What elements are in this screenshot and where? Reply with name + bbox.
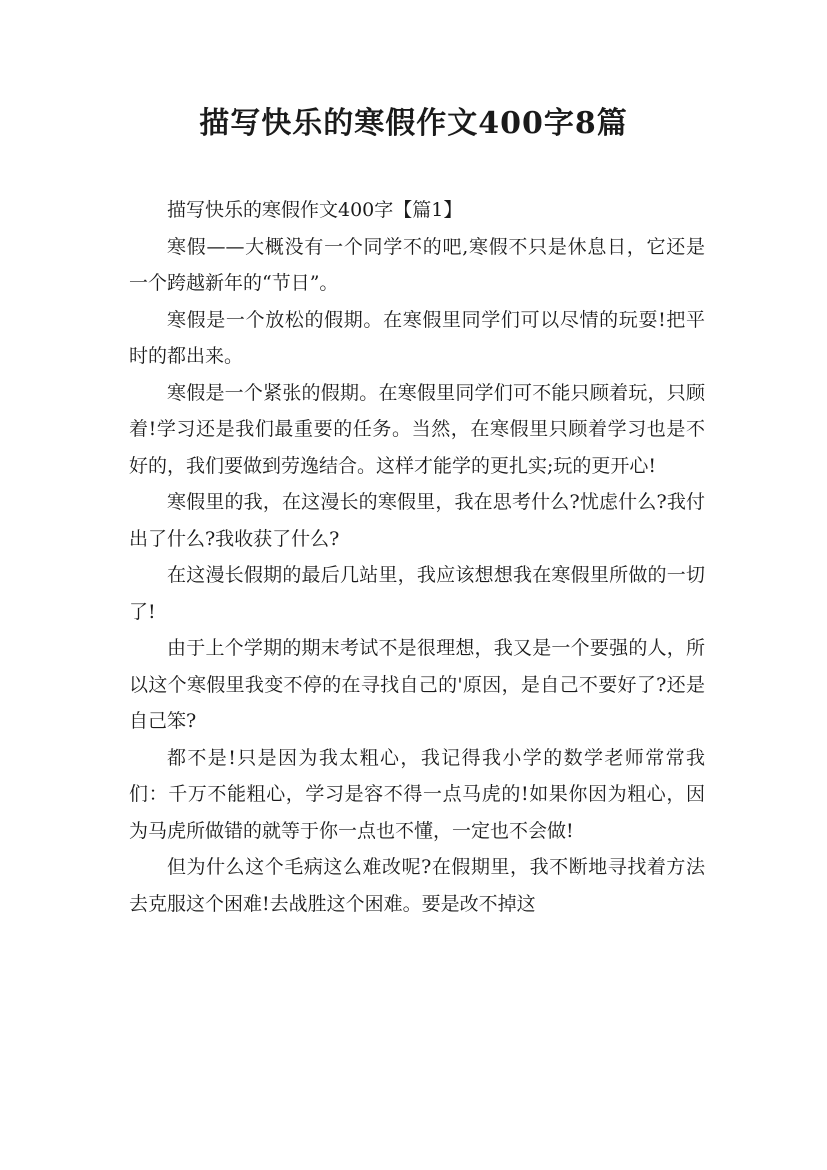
paragraph: 寒假里的我，在这漫长的寒假里，我在思考什么?忧虑什么?我付出了什么?我收获了什么?: [129, 491, 705, 550]
paragraph: 寒假是一个放松的假期。在寒假里同学们可以尽情的玩耍!把平时的都出来。: [129, 308, 705, 367]
document-body: [129, 192, 705, 922]
paragraph: 在这漫长假期的最后几站里，我应该想想我在寒假里所做的一切了!: [129, 564, 705, 623]
paragraph: 但为什么这个毛病这么难改呢?在假期里，我不断地寻找着方法去克服这个困难!去战胜这个困难。要是改不掉这: [129, 856, 705, 915]
paragraph: 由于上个学期的期末考试不是很理想，我又是一个要强的人，所以这个寒假里我变不停的在寻找自己的'原因，是自己不要好了?还是自己笨?: [129, 637, 705, 732]
paragraph: 寒假是一个紧张的假期。在寒假里同学们可不能只顾着玩，只顾着!学习还是我们最重要的任务。当然，在寒假里只顾着学习也是不好的，我们要做到劳逸结合。这样才能学的更扎实;玩的更开心!: [129, 381, 705, 477]
paragraph: 都不是!只是因为我太粗心，我记得我小学的数学老师常常我们：千万不能粗心，学习是容不得一点马虎的!如果你因为粗心，因为马虎所做错的就等于你一点也不懂，一定也不会做!: [129, 746, 705, 842]
document-title: 描写快乐的寒假作文400字8篇: [199, 106, 628, 141]
paragraph: 寒假——大概没有一个同学不的吧,寒假不只是休息日，它还是一个跨越新年的“节日”。: [129, 235, 705, 294]
section-heading: 描写快乐的寒假作文400字【篇1】: [167, 199, 463, 221]
